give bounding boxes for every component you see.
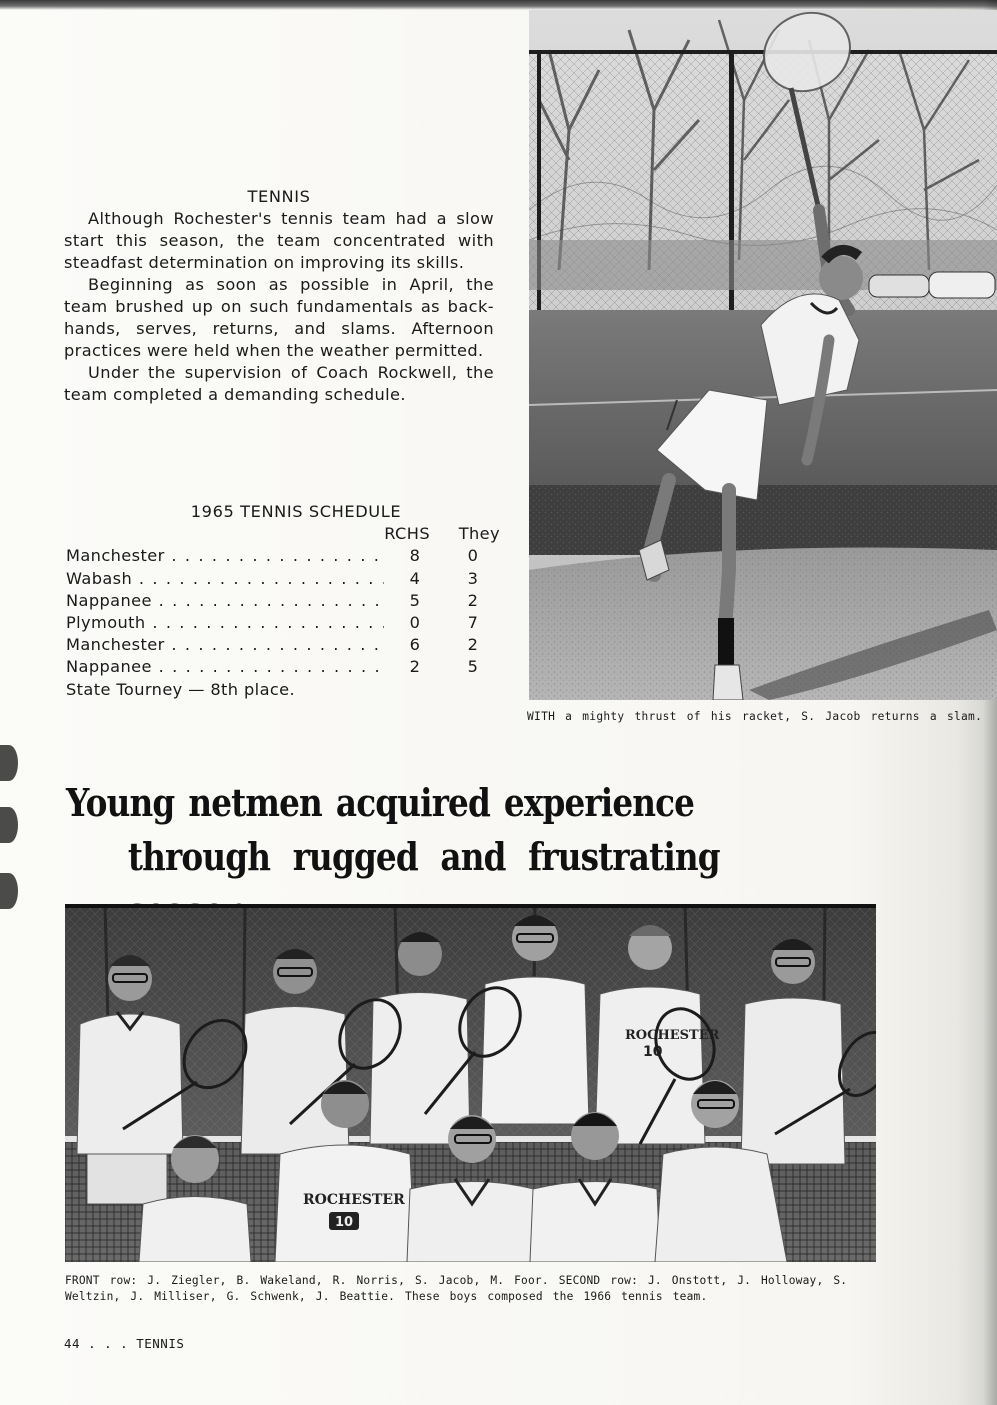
schedule-they-score: 2 <box>467 635 479 655</box>
schedule-they-score: 0 <box>467 546 479 566</box>
page-folio: 44 . . . TENNIS <box>64 1336 185 1351</box>
schedule-opponent: Nappanee . . . <box>66 590 384 612</box>
schedule-rchs-score: 5 <box>409 590 421 610</box>
team-photo-image <box>65 904 876 1262</box>
article-title: TENNIS <box>247 187 311 206</box>
schedule-row <box>66 568 506 590</box>
schedule-row <box>66 612 506 634</box>
schedule-opponent: Wabash . . . <box>66 568 384 590</box>
team-photo-caption: FRONT row: J. Ziegler, B. Wakeland, R. Norris, S. Jacob, M. Foor. SECOND row: J. Onstott, J. Holloway, S. Weltzin, J. Milliser, G. Schwenk, J. Beattie. These boys composed the 1966 tennis team. <box>65 1274 848 1303</box>
serve-photo-image <box>529 10 997 700</box>
shirt-lettering: ROCHESTER <box>303 1192 405 1208</box>
shirt-number: 10 <box>643 1044 663 1060</box>
schedule-they-score: 5 <box>467 657 479 677</box>
page-top-edge <box>0 0 997 10</box>
schedule-opponent: Nappanee . . . <box>66 656 384 678</box>
schedule-col-rchs: RCHS <box>384 524 430 544</box>
binding-marks <box>0 745 22 915</box>
schedule-row <box>66 545 506 567</box>
tennis-schedule <box>66 501 506 701</box>
schedule-opponent: Plymouth . . . <box>66 612 384 634</box>
schedule-rchs-score: 2 <box>409 657 421 677</box>
team-photo <box>65 904 876 1262</box>
schedule-they-score: 2 <box>467 590 479 610</box>
schedule-row <box>66 590 506 612</box>
article-paragraph: Although Rochester's tennis team had a slow start this season, the team concentrated with steadfast determination on improving its skills. <box>64 209 494 272</box>
schedule-rchs-score: 0 <box>409 612 421 632</box>
schedule-opponent: Manchester . . . <box>66 634 384 656</box>
schedule-title: 1965 TENNIS SCHEDULE <box>190 502 402 521</box>
schedule-row <box>66 634 506 656</box>
serve-photo-caption: WITH a mighty thrust of his racket, S. Jacob returns a slam. <box>527 710 983 723</box>
schedule-opponent: Manchester . . . <box>66 545 384 567</box>
schedule-footer: State Tourney — 8th place. <box>66 679 296 699</box>
shirt-lettering: ROCHESTER <box>625 1028 720 1043</box>
shirt-number: 10 <box>335 1215 354 1230</box>
serve-photo <box>529 10 997 700</box>
schedule-rchs-score: 6 <box>409 635 421 655</box>
headline-line-2: through rugged and frustrating <box>127 834 720 879</box>
schedule-they-score: 7 <box>467 612 479 632</box>
schedule-rchs-score: 8 <box>409 546 421 566</box>
schedule-header <box>66 523 506 545</box>
article-paragraph: Beginning as soon as possible in April, the team brushed up on such fundamentals as back-hands, serves, returns, and slams. Afternoon practices were held when the weather permitted. <box>64 275 494 360</box>
schedule-rchs-score: 4 <box>409 568 421 588</box>
tennis-article <box>64 186 494 406</box>
schedule-row <box>66 656 506 678</box>
schedule-col-they: They <box>458 524 500 544</box>
schedule-they-score: 3 <box>467 568 479 588</box>
headline-line-1: Young netmen acquired experience <box>66 780 695 825</box>
article-paragraph: Under the supervision of Coach Rockwell, the team completed a demanding schedule. <box>64 363 494 404</box>
